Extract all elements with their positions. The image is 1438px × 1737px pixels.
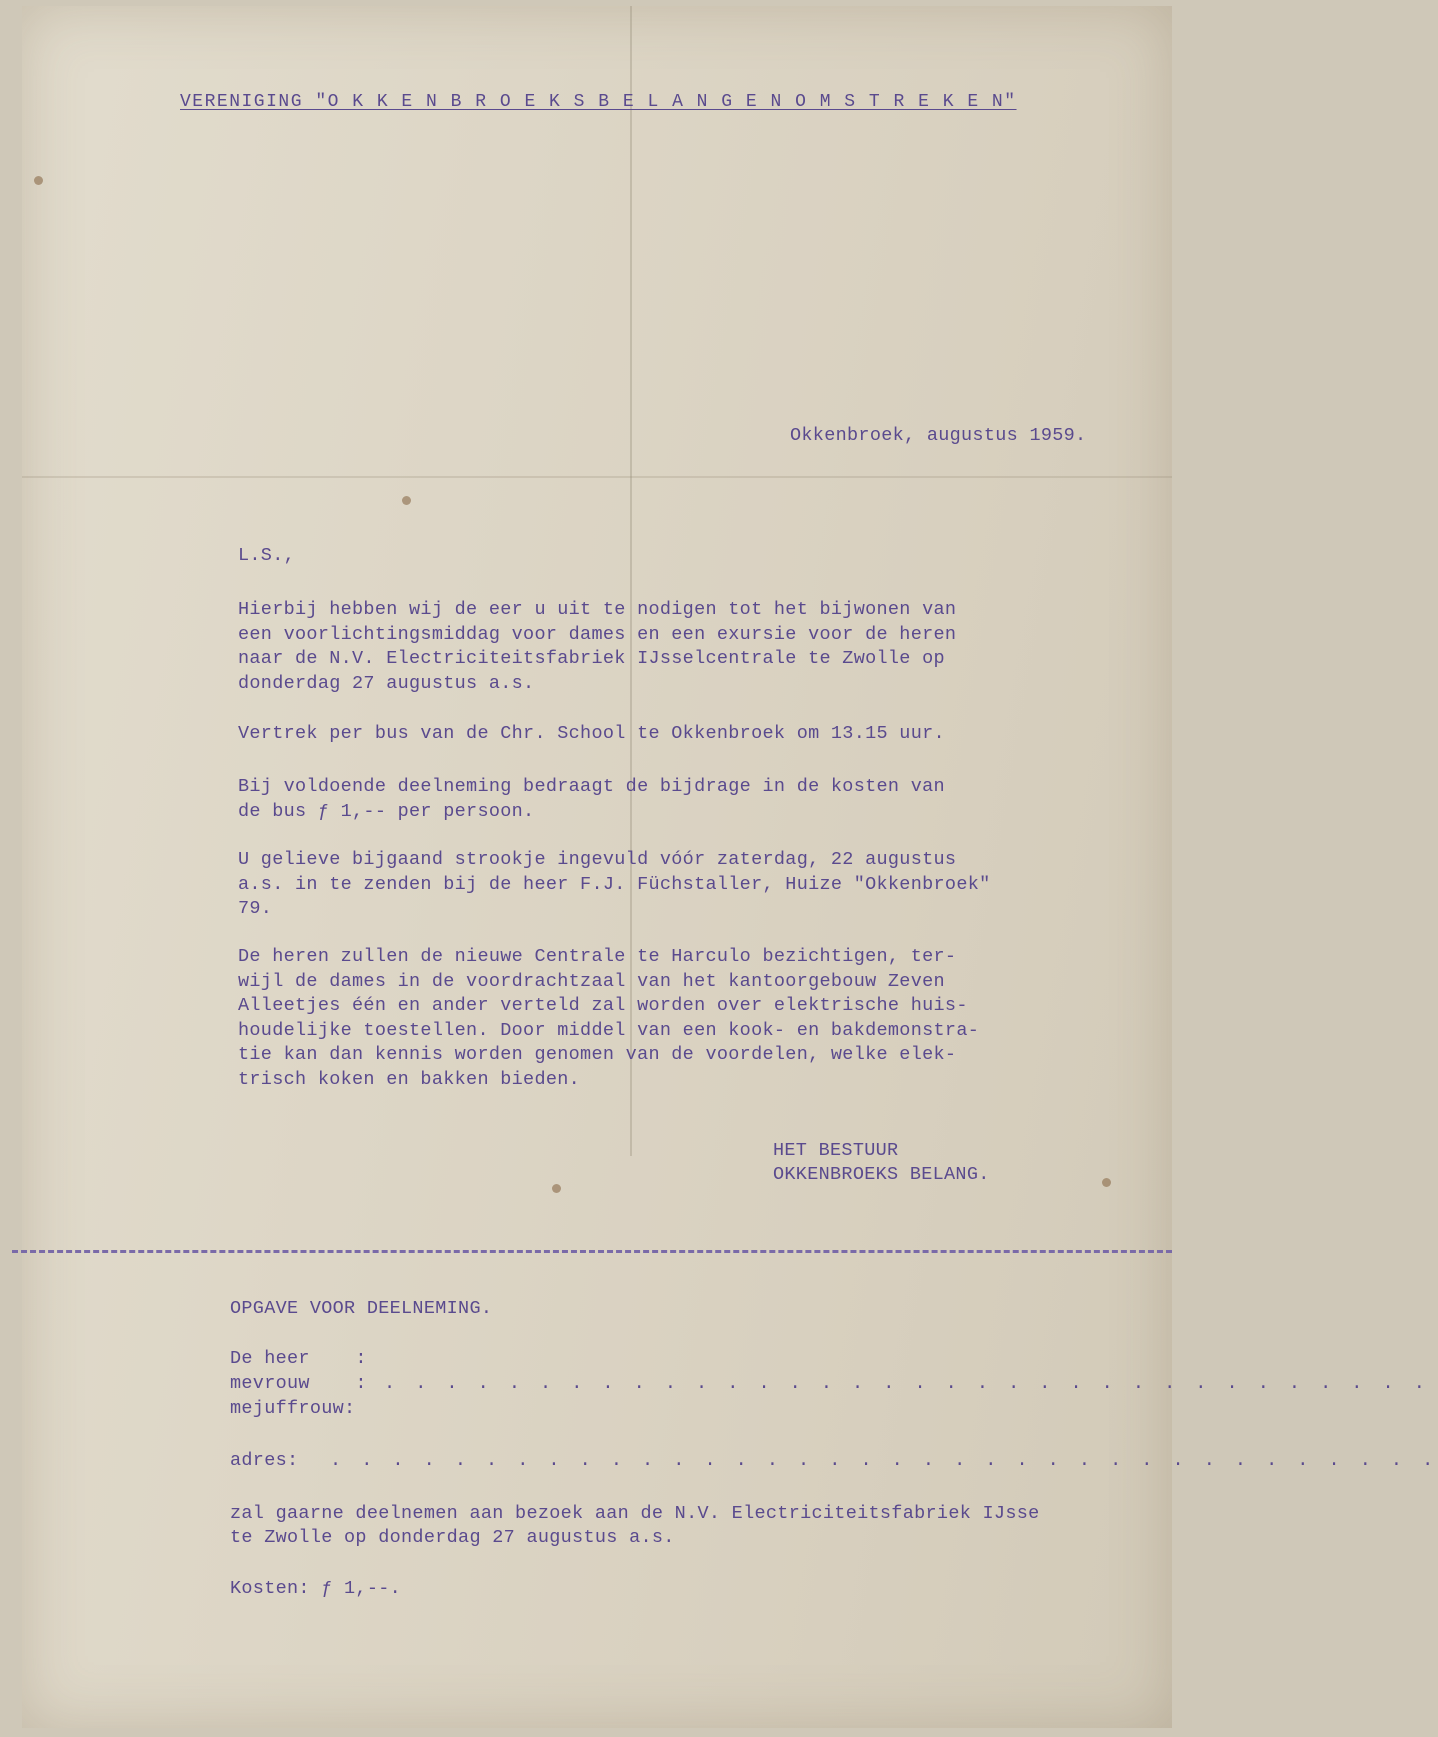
cut-line-separator [12, 1250, 1172, 1253]
paragraph-departure: Vertrek per bus van de Chr. School te Okkenbroek om 13.15 uur. [238, 723, 945, 744]
name-field-dots[interactable]: . . . . . . . . . . . . . . . . . . . . . . . . . . . . . . . . . . [384, 1373, 1430, 1394]
label-adres: adres: [230, 1450, 299, 1471]
stain [1102, 1178, 1111, 1187]
association-header: VERENIGING "O K K E N B R O E K S B E L A N G E N O M S T R E K E N" [180, 92, 1017, 112]
paragraph-program: De heren zullen de nieuwe Centrale te Harculo bezichtigen, ter- wijl de dames in de voordrachtzaal van het kantoorgebouw Zeven Alleetjes één en ander verteld zal worden over elektrische huis- houdelijke toestellen. Door middel van een kook- en bakdemonstra- tie kan dan kennis worden genomen van de voordelen, welke elek- trisch koken en bakken bieden. [238, 946, 980, 1090]
label-mejuffrouw: mejuffrouw: [230, 1398, 356, 1419]
signature-line-2: OKKENBROEKS BELANG. [773, 1164, 990, 1185]
paragraph-contribution: Bij voldoende deelneming bedraagt de bijdrage in de kosten van de bus ƒ 1,-- per persoon. [238, 776, 945, 822]
confirm-line-1: zal gaarne deelnemen aan bezoek aan de N.V. Electriciteitsfabriek IJsse [230, 1503, 1040, 1524]
form-title: OPGAVE VOOR DEELNEMING. [230, 1298, 493, 1319]
stain [552, 1184, 561, 1193]
salutation: L.S., [238, 545, 296, 566]
stain [34, 176, 43, 185]
fold-crease-horizontal [22, 476, 1172, 478]
bleed-through-shadow [472, 46, 812, 196]
label-de-heer: De heer : [230, 1348, 367, 1369]
label-mevrouw: mevrouw : [230, 1373, 367, 1394]
signature-line-1: HET BESTUUR [773, 1140, 899, 1161]
kosten-line: Kosten: ƒ 1,--. [230, 1578, 402, 1599]
place-date: Okkenbroek, augustus 1959. [790, 425, 1087, 446]
adres-field-dots[interactable]: . . . . . . . . . . . . . . . . . . . . . . . . . . . . . . . . . . . . [330, 1450, 1438, 1471]
paragraph-registration: U gelieve bijgaand strookje ingevuld vóór zaterdag, 22 augustus a.s. in te zenden bij de heer F.J. Füchstaller, Huize "Okkenbroek" 79. [238, 849, 991, 919]
paragraph-invitation: Hierbij hebben wij de eer u uit te nodigen tot het bijwonen van een voorlichtingsmiddag voor dames en een exursie voor de heren naar de N.V. Electriciteitsfabriek IJsselcentrale te Zwolle op donderdag 27 augustus a.s. [238, 599, 957, 694]
stain [402, 496, 411, 505]
confirm-line-2: te Zwolle op donderdag 27 augustus a.s. [230, 1527, 675, 1548]
